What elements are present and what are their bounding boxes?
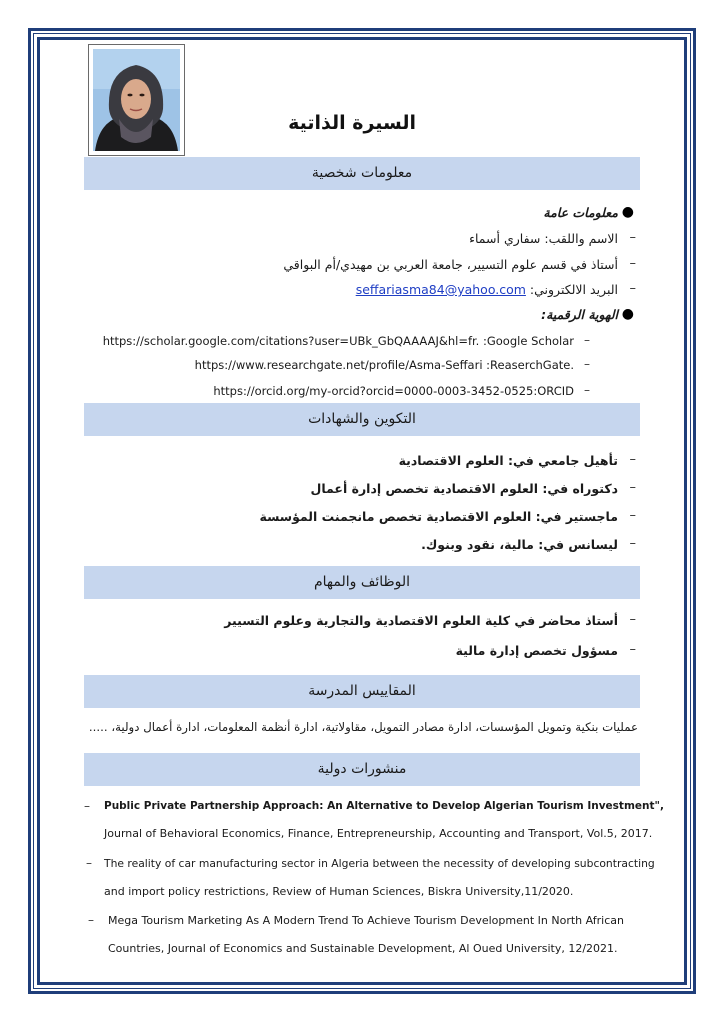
dash-icon: – — [84, 799, 90, 813]
name-line: الاسم واللقب: سفاري أسماء — [469, 231, 618, 246]
section-header-personal-info: معلومات شخصية — [84, 157, 640, 190]
publication-detail: Countries, Journal of Economics and Sustainable Development, Al Oued University, 12/2021. — [108, 942, 618, 955]
google-scholar-link[interactable]: https://scholar.google.com/citations?user=UBk_GbQAAAAJ&hl=fr. :Google Scholar — [102, 334, 574, 348]
dash-icon: – — [584, 357, 590, 371]
dash-icon: – — [629, 642, 636, 657]
dash-icon: – — [629, 612, 636, 627]
education-item: تأهيل جامعي في: العلوم الاقتصادية — [398, 453, 618, 468]
section-header-education: التكوين والشهادات — [84, 403, 640, 436]
dash-icon: – — [629, 508, 636, 523]
email-label: البريد الالكتروني: — [529, 282, 618, 297]
section-header-publications: منشورات دولية — [84, 753, 640, 786]
dash-icon: – — [86, 856, 92, 870]
publication-detail: Journal of Behavioral Economics, Finance, Entrepreneurship, Accounting and Transport, Vol.5, 2017. — [104, 827, 653, 840]
dash-icon: – — [629, 256, 636, 271]
email-line — [356, 282, 618, 297]
education-item: ماجستير في: العلوم الاقتصادية تخصص مانجمنت المؤسسة — [259, 509, 618, 524]
general-info-heading: معلومات عامة — [543, 205, 618, 220]
education-item: دكتوراه في: العلوم الاقتصادية تخصص إدارة أعمال — [310, 481, 618, 496]
job-item: مسؤول تخصص إدارة مالية — [455, 643, 618, 658]
profile-photo — [88, 44, 185, 156]
position-line: أستاذ في قسم علوم التسيير، جامعة العربي بن مهيدي/أم البواقي — [283, 257, 618, 272]
bullet-icon: ● — [621, 204, 634, 220]
dash-icon: – — [629, 230, 636, 245]
dash-icon: – — [584, 383, 590, 397]
dash-icon: – — [88, 913, 94, 927]
email-link[interactable]: seffariasma84@yahoo.com — [355, 282, 526, 297]
dash-icon: – — [629, 480, 636, 495]
dash-icon: – — [629, 536, 636, 551]
orcid-link[interactable]: https://orcid.org/my-orcid?orcid=0000-0003-3452-0525:ORCID — [213, 384, 574, 398]
portrait-image — [93, 49, 180, 151]
publication-title: The reality of car manufacturing sector in Algeria between the necessity of developing subcontracting — [104, 857, 655, 870]
job-item: أستاذ محاضر في كلية العلوم الاقتصادية والتجارية وعلوم التسيير — [224, 613, 618, 628]
digital-identity-heading: الهوية الرقمية: — [541, 307, 618, 322]
publication-title: Mega Tourism Marketing As A Modern Trend To Achieve Tourism Development In North African — [108, 914, 624, 927]
publication-detail: and import policy restrictions, Review of Human Sciences, Biskra University,11/2020. — [104, 885, 574, 898]
dash-icon: – — [584, 333, 590, 347]
page-title: السيرة الذاتية — [288, 112, 416, 134]
dash-icon: – — [629, 452, 636, 467]
bullet-icon: ● — [621, 306, 634, 322]
section-header-jobs: الوظائف والمهام — [84, 566, 640, 599]
education-item: ليسانس في: مالية، نقود وبنوك. — [421, 537, 618, 552]
dash-icon: – — [629, 281, 636, 296]
section-header-courses: المقاييس المدرسة — [84, 675, 640, 708]
researchgate-link[interactable]: https://www.researchgate.net/profile/Asma-Seffari :ReaserchGate. — [194, 358, 574, 372]
courses-text: عمليات بنكية وتمويل المؤسسات، ادارة مصادر التمويل، مقاولاتية، ادارة أنظمة المعلومات، ادارة أعمال دولية، ..... — [88, 720, 638, 734]
publication-title: Public Private Partnership Approach: An Alternative to Develop Algerian Tourism Investment", — [104, 800, 664, 812]
